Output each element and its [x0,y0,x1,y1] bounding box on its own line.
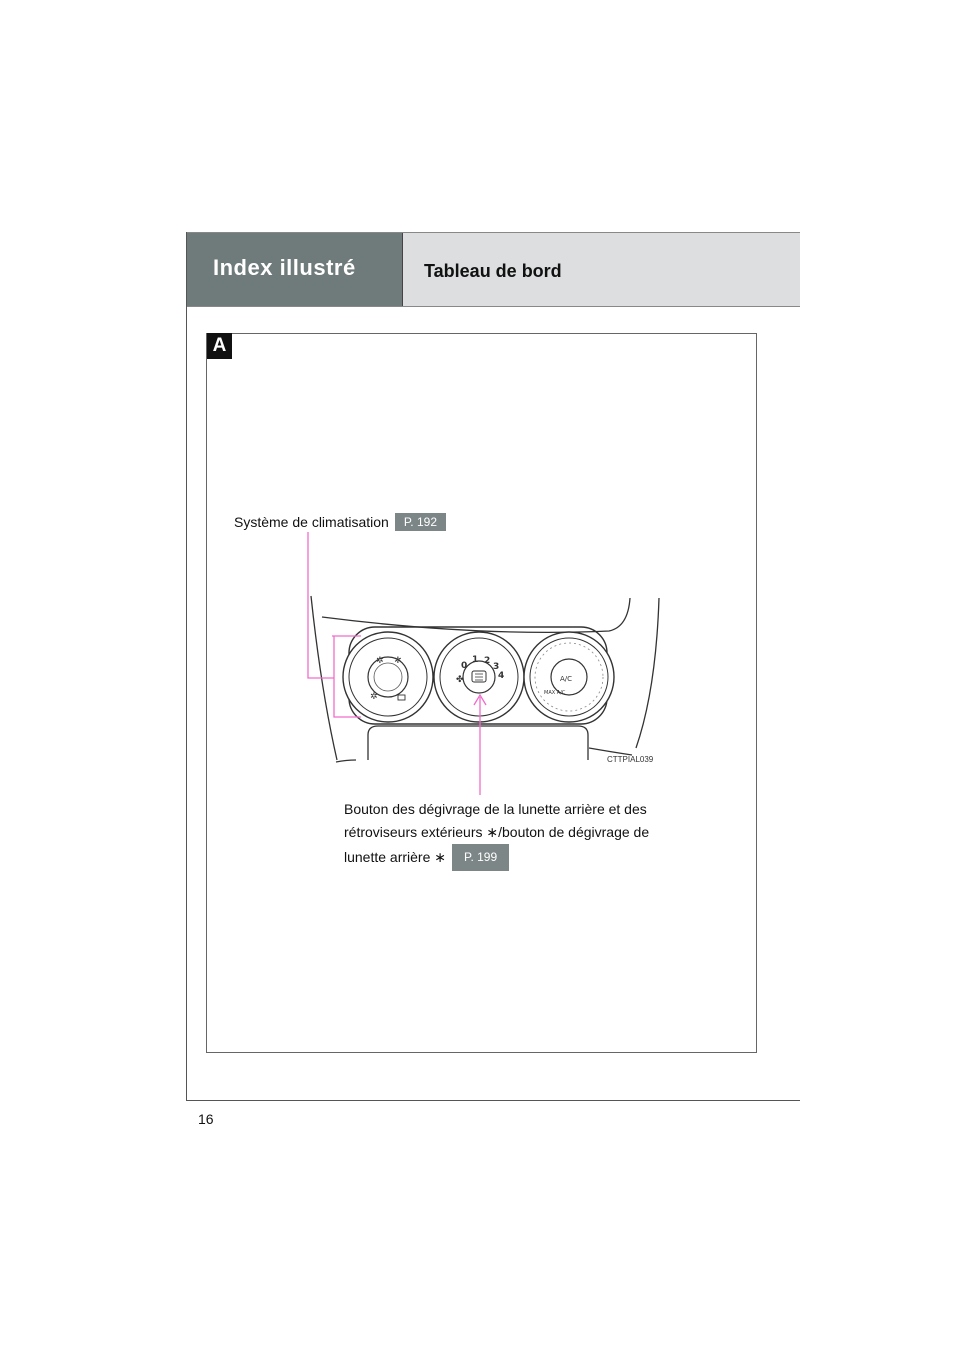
climate-callout-label: Système de climatisation [234,514,389,530]
panel-marker: A [207,333,232,359]
defogger-callout-line1: Bouton des dégivrage de la lunette arrière et des [344,801,647,817]
fan-icon: ✤ [456,675,464,685]
dash-outline-bottom-right [589,748,632,755]
defogger-callout-line3: lunette arrière ∗ [344,849,446,865]
section-label: Index illustré [213,255,356,280]
dash-outline-right [636,598,659,748]
fan-dial-number: 4 [498,671,505,681]
mode-dial[interactable] [343,632,433,722]
defogger-callout-line2: rétroviseurs extérieurs ∗/bouton de dégivrage de [344,824,650,840]
max-ac-label: MAX A/C [544,690,566,696]
defogger-page-ref[interactable]: P. 199 [452,844,509,871]
svg-text:✲: ✲ [394,656,402,666]
defogger-callout-line3-wrap [344,844,649,871]
fan-dial-number: 2 [484,656,491,666]
fan-dial-number: 0 [461,661,468,671]
svg-text:✲: ✲ [376,656,384,666]
fan-dial-number: 1 [472,655,479,665]
ac-label: A/C [560,675,573,683]
page-title: Tableau de bord [424,261,562,281]
dash-outline-bottom-left [336,760,356,762]
temperature-dial[interactable] [524,632,614,722]
illustration-code: CTTPIAL039 [607,755,654,764]
svg-text:✲: ✲ [370,692,378,702]
rear-defogger-button[interactable] [472,671,486,682]
climate-page-ref[interactable]: P. 192 [395,513,446,531]
fan-dial-number: 3 [493,662,500,672]
storage-tray [368,726,588,760]
defogger-callout [344,798,649,871]
climate-callout [234,513,446,531]
page-number: 16 [198,1111,214,1127]
